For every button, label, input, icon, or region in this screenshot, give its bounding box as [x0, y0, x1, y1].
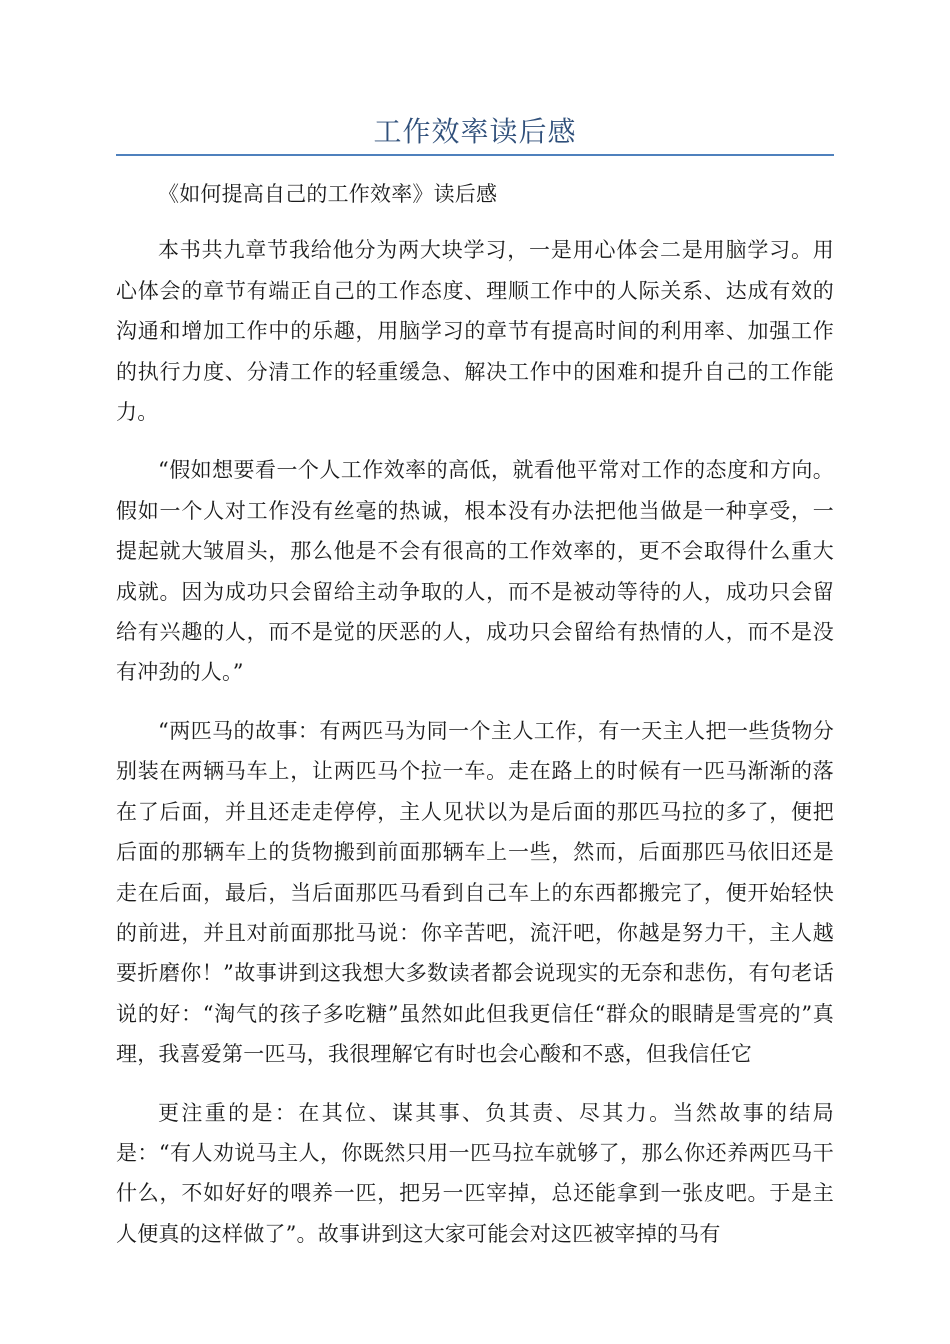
document-title: 工作效率读后感	[373, 115, 577, 148]
document-body	[116, 174, 834, 1272]
book-subtitle: 《如何提高自己的工作效率》读后感	[158, 182, 498, 206]
title-underline	[116, 154, 834, 156]
paragraph-2: “假如想要看一个人工作效率的高低，就看他平常对工作的态度和方向。假如一个人对工作没有丝毫的热诚，根本没有办法把他当做是一种享受，一提起就大皱眉头，那么他是不会有很高的工作效率的，更不会取得什么重大成就。因为成功只会留给主动争取的人，而不是被动等待的人，成功只会留给有兴趣的人，而不是觉的厌恶的人，成功只会留给有热情的人，而不是没有冲劲的人。”	[116, 458, 834, 685]
paragraph-4: 更注重的是：在其位、谋其事、负其责、尽其力。当然故事的结局是：“有人劝说马主人，你既然只用一匹马拉车就够了，那么你还养两匹马干什么，不如好好的喂养一匹，把另一匹宰掉，总还能拿到一张皮吧。于是主人便真的这样做了”。故事讲到这大家可能会对这匹被宰掉的马有	[116, 1100, 834, 1246]
paragraph-3: “两匹马的故事：有两匹马为同一个主人工作，有一天主人把一些货物分别装在两辆马车上，让两匹马个拉一车。走在路上的时候有一匹马渐渐的落在了后面，并且还走走停停，主人见状以为是后面的那匹马拉的多了，便把后面的那辆车上的货物搬到前面那辆车上一些，然而，后面那匹马依旧还是走在后面，最后，当后面那匹马看到自己车上的东西都搬完了，便开始轻快的前进，并且对前面那批马说：你辛苦吧，流汗吧，你越是努力干，主人越要折磨你！”故事讲到这我想大多数读者都会说现实的无奈和悲伤，有句老话说的好：“淘气的孩子多吃糖”虽然如此但我更信任“群众的眼睛是雪亮的”真理，我喜爱第一匹马，我很理解它有时也会心酸和不惑，但我信任它	[116, 718, 834, 1067]
paragraph-1: 本书共九章节我给他分为两大块学习，一是用心体会二是用脑学习。用心体会的章节有端正自己的工作态度、理顺工作中的人际关系、达成有效的沟通和增加工作中的乐趣，用脑学习的章节有提高时间的利用率、加强工作的执行力度、分清工作的轻重缓急、解决工作中的困难和提升自己的工作能力。	[116, 238, 834, 425]
